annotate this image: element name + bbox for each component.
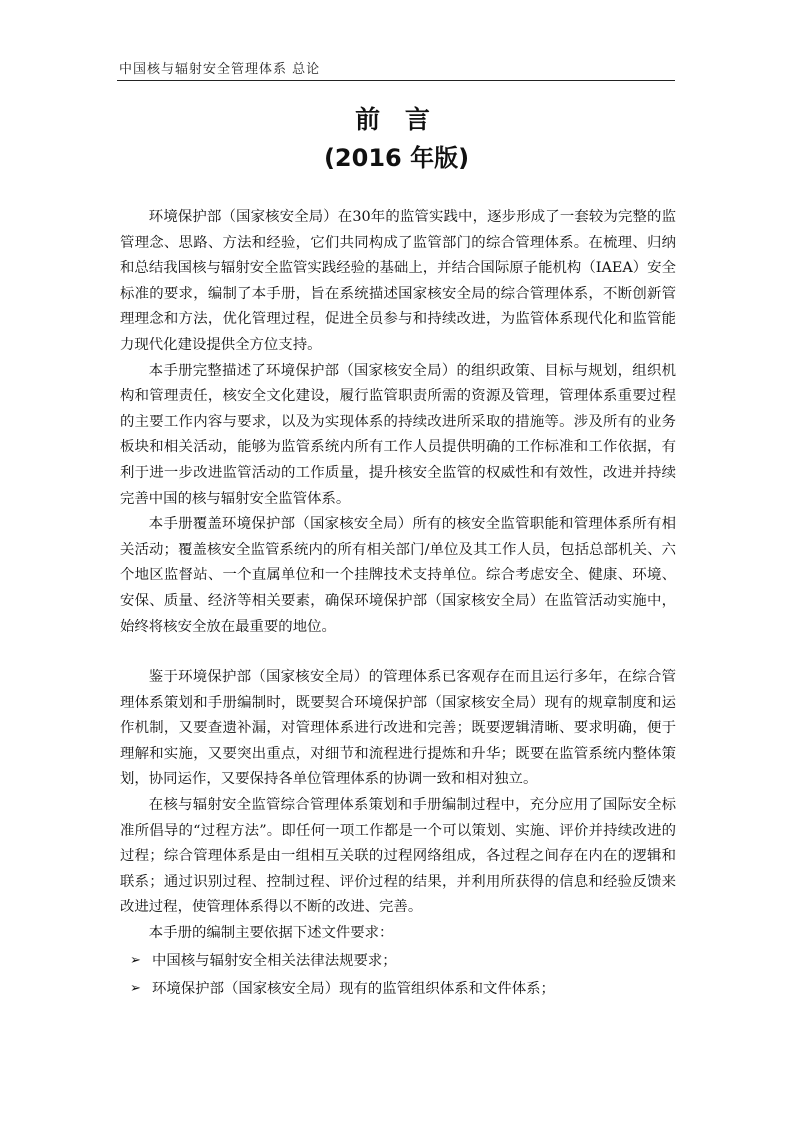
paragraph-2: 本手册完整描述了环境保护部（国家核安全局）的组织政策、目标与规划，组织机构和管理责任，核安全文化建设，履行监管职责所需的资源及管理，管理体系重要过程的主要工作内容与要求，以及为实现体系的持续改进所采取的措施等。涉及所有的业务板块和相关活动，能够为监管系统内所有工作人员提供明确的工作标准和工作依据，有利于进一步改进监管活动的工作质量，提升核安全监管的权威性和有效性，改进并持续完善中国的核与辐射安全监管体系。 bbox=[120, 362, 676, 507]
arrow-bullet-icon: ➢ bbox=[130, 980, 141, 996]
paragraph-5: 在核与辐射安全监管综合管理体系策划和手册编制过程中，充分应用了国际安全标准所倡导的“过程方法”。即任何一项工作都是一个可以策划、实施、评价并持续改进的过程；综合管理体系是由一组相互关联的过程网络组成，各过程之间存在内在的逻辑和联系；通过识别过程、控制过程、评价过程的结果，并利用所获得的信息和经验反馈来改进过程，使管理体系得以不断的改进、完善。 bbox=[120, 797, 676, 916]
bullet-text-2: 环境保护部（国家核安全局）现有的监管组织体系和文件体系； bbox=[152, 980, 555, 997]
document-body bbox=[120, 205, 676, 1003]
bullet-text-1: 中国核与辐射安全相关法律法规要求； bbox=[152, 952, 397, 969]
page-title: 前 言 bbox=[355, 105, 438, 134]
page-subtitle: (2016 年版) bbox=[323, 144, 470, 172]
header-divider bbox=[117, 80, 675, 81]
arrow-bullet-icon: ➢ bbox=[130, 952, 141, 968]
bullet-item-1 bbox=[120, 947, 676, 975]
paragraph-4: 鉴于环境保护部（国家核安全局）的管理体系已客观存在而且运行多年，在综合管理体系策划和手册编制时，既要契合环境保护部（国家核安全局）现有的规章制度和运作机制，又要查遗补漏，对管理体系进行改进和完善；既要逻辑清晰、要求明确，便于理解和实施，又要突出重点，对细节和流程进行提炼和升华；既要在监管系统内整体策划，协同运作，又要保持各单位管理体系的协调一致和相对独立。 bbox=[120, 669, 676, 788]
paragraph-3: 本手册覆盖环境保护部（国家核安全局）所有的核安全监管职能和管理体系所有相关活动；覆盖核安全监管系统内的所有相关部门/单位及其工作人员，包括总部机关、六个地区监督站、一个直属单位和一个挂牌技术支持单位。综合考虑安全、健康、环境、安保、质量、经济等相关要素，确保环境保护部（国家核安全局）在监管活动实施中，始终将核安全放在最重要的地位。 bbox=[120, 516, 676, 635]
paragraph-1: 环境保护部（国家核安全局）在30年的监管实践中，逐步形成了一套较为完整的监管理念、思路、方法和经验，它们共同构成了监管部门的综合管理体系。在梳理、归纳和总结我国核与辐射安全监管实践经验的基础上，并结合国际原子能机构（IAEA）安全标准的要求，编制了本手册，旨在系统描述国家核安全局的综合管理体系，不断创新管理理念和方法，优化管理过程，促进全员参与和持续改进，为监管体系现代化和监管能力现代化建设提供全方位支持。 bbox=[120, 209, 676, 353]
paragraph-gap bbox=[120, 640, 676, 665]
paragraph-6: 本手册的编制主要依据下述文件要求： bbox=[148, 925, 394, 942]
running-header: 中国核与辐射安全管理体系 总论 bbox=[119, 62, 321, 77]
bullet-item-2 bbox=[120, 975, 676, 1003]
